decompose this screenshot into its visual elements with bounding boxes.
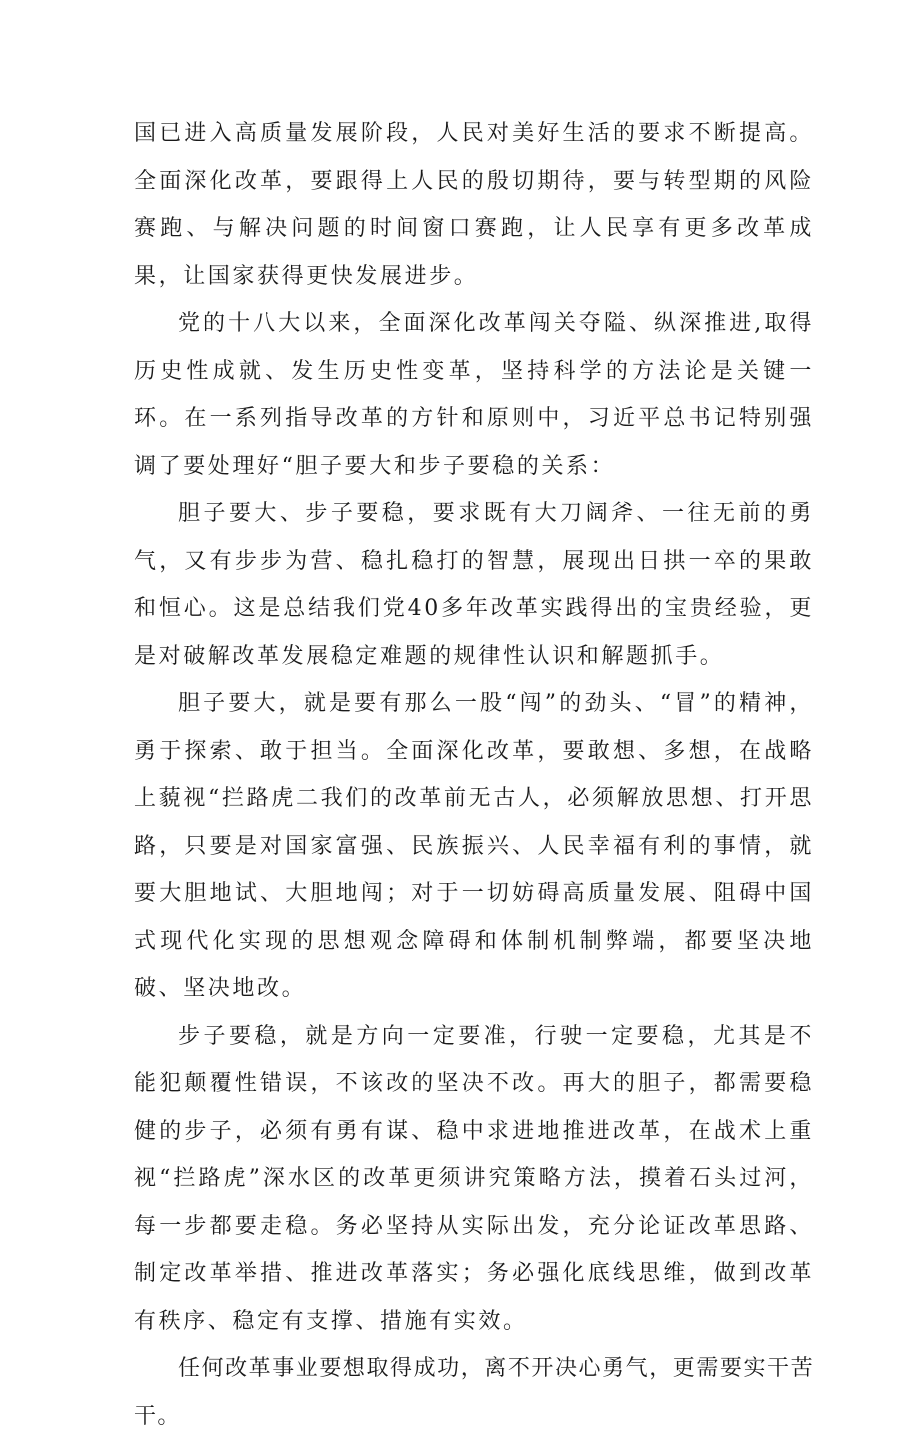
paragraph-courage-and-steadiness: 胆子要大、步子要稳，要求既有大刀阔斧、一往无前的勇气，又有步步为营、稳扎稳打的智慧，展现出日拱一卒的果敢和恒心。这是总结我们党40多年改革实践得出的宝贵经验，更是对破解改革发展稳定难题的规律性认识和解题抓手。 [134,501,814,669]
paragraph-hard-work: 任何改革事业要想取得成功，离不开决心勇气，更需要实干苦干。 [134,1356,814,1429]
paragraph-continued: 国已进入高质量发展阶段，人民对美好生活的要求不断提高。全面深化改革，要跟得上人民的殷切期待，要与转型期的风险赛跑、与解决问题的时间窗口赛跑，让人民享有更多改革成果，让国家获得更快发展进步。 [134,121,814,289]
paragraph-bold-courage: 胆子要大，就是要有那么一股“闯”的劲头、“冒”的精神，勇于探索、敢于担当。全面深化改革，要敢想、多想，在战略上藐视“拦路虎二我们的改革前无古人，必须解放思想、打开思路，只要是对国家富强、民族振兴、人民幸福有利的事情，就要大胆地试、大胆地闯；对于一切妨碍高质量发展、阻碍中国式现代化实现的思想观念障碍和体制机制弊端，都要坚决地破、坚决地改。 [134,691,814,1001]
body-text [134,110,814,1440]
paragraph-reform-achievements: 党的十八大以来，全面深化改革闯关夺隘、纵深推进,取得历史性成就、发生历史性变革，坚持科学的方法论是关键一环。在一系列指导改革的方针和原则中，习近平总书记特别强调了要处理好“胆子要大和步子要稳的关系： [134,311,814,479]
paragraph-steady-steps: 步子要稳，就是方向一定要准，行驶一定要稳，尤其是不能犯颠覆性错误，不该改的坚决不改。再大的胆子，都需要稳健的步子，必须有勇有谋、稳中求进地推进改革，在战术上重视“拦路虎”深水区的改革更须讲究策略方法，摸着石头过河，每一步都要走稳。务必坚持从实际出发，充分论证改革思路、制定改革举措、推进改革落实；务必强化底线思维，做到改革有秩序、稳定有支撑、措施有实效。 [134,1023,814,1334]
